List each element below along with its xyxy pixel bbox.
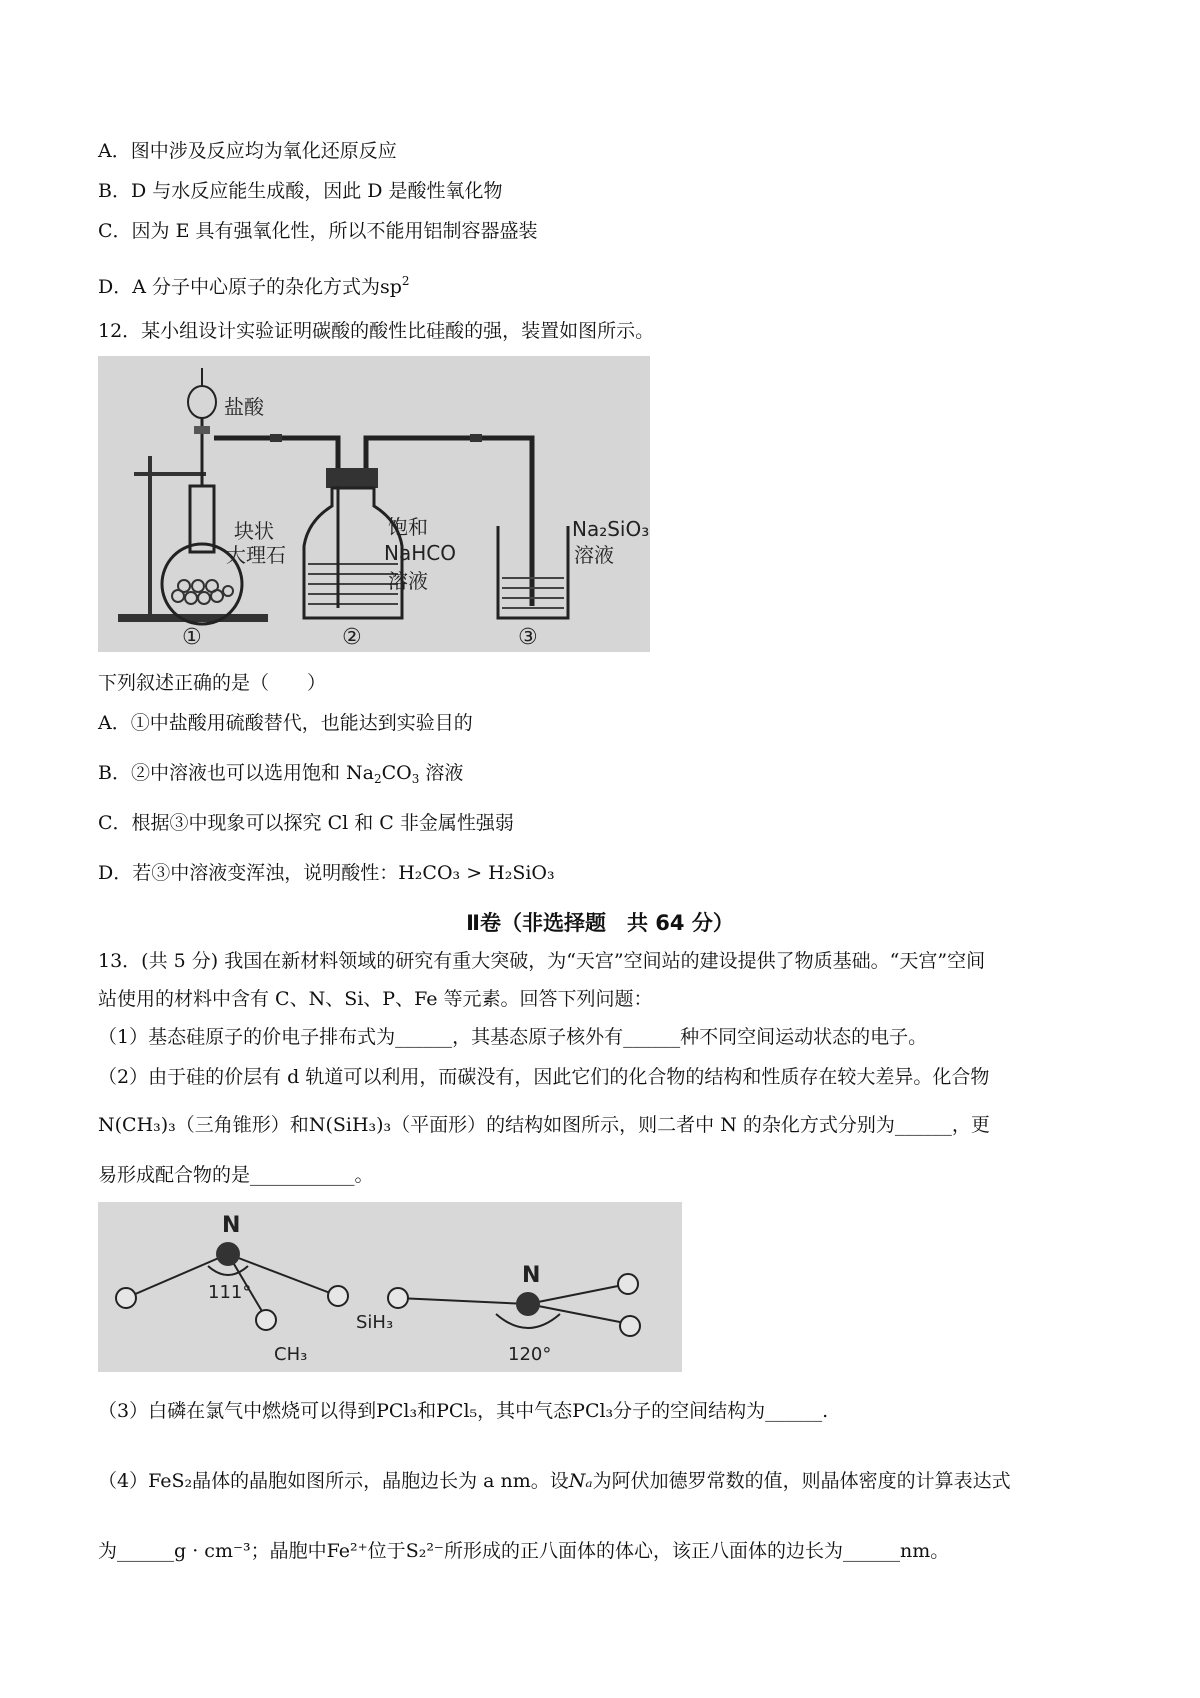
q12-stem: 12．某小组设计实验证明碳酸的酸性比硅酸的强，装置如图所示。 <box>98 320 655 342</box>
p4-text-e: 为阿伏加德罗常数的值，则晶体密度的计算表达式 <box>592 1470 1011 1492</box>
label-bottle-3: 溶液 <box>388 569 428 593</box>
q12-prompt: 下列叙述正确的是（ ） <box>98 672 327 694</box>
label-ch3: CH₃ <box>274 1344 308 1365</box>
label-marble-2: 大理石 <box>226 543 286 567</box>
formula-pcl3-gas: PCl₃ <box>572 1400 614 1422</box>
p3-text-a: （3）白磷在氯气中燃烧可以得到 <box>98 1400 377 1422</box>
q12-option-c: C．根据③中现象可以探究 Cl 和 C 非金属性强弱 <box>98 812 514 834</box>
formula-pcl5: PCl₅ <box>436 1400 478 1422</box>
p3-text-g: 分子的空间结构为______. <box>613 1400 829 1422</box>
q12-apparatus-figure <box>98 356 650 652</box>
q11-option-b: B．D 与水反应能生成酸，因此 D 是酸性氧化物 <box>98 180 503 202</box>
q12-option-d <box>98 860 555 886</box>
q13-molecule-figure <box>98 1202 682 1372</box>
p3-text-e: ，其中气态 <box>477 1400 573 1422</box>
q12-option-d-formula: H₂CO₃ > H₂SiO₃ <box>398 862 555 884</box>
q12-option-b <box>98 760 463 792</box>
p4l2-text-a: 为______ <box>98 1540 175 1562</box>
q12-option-d-text: D．若③中溶液变浑浊，说明酸性： <box>98 862 399 884</box>
label-bottle-1: 饱和 <box>388 515 428 539</box>
marker-2: ② <box>342 625 362 650</box>
q13-stem-line1: 13．(共 5 分) 我国在新材料领域的研究有重大突破，为“天宫”空间站的建设提供了物质基础。“天宫”空间 <box>98 950 986 972</box>
n-atom-1 <box>216 1242 240 1266</box>
p4-text-a: （4） <box>98 1470 149 1492</box>
section-title: Ⅱ卷（非选择题 共 64 分） <box>466 911 734 935</box>
label-hcl: 盐酸 <box>224 395 264 419</box>
q11-option-d <box>98 268 410 300</box>
q13-part2-line1: （2）由于硅的价层有 d 轨道可以利用，而碳没有，因此它们的化合物的结构和性质存在较大差异。化合物 <box>98 1066 990 1088</box>
label-beaker: 溶液 <box>574 543 614 567</box>
stand-base <box>118 614 268 622</box>
p4l2-text-c: ；晶胞中 <box>250 1540 327 1562</box>
text-trigonal: （三角锥形）和 <box>175 1114 309 1136</box>
formula-base: sp <box>380 276 402 298</box>
p3-text-c: 和 <box>417 1400 437 1422</box>
q13-part2-line2 <box>98 1112 990 1138</box>
formula-sup: 2 <box>401 274 410 288</box>
formula-fe2plus: Fe²⁺ <box>326 1540 368 1562</box>
label-angle1: 111° <box>208 1282 252 1303</box>
label-marble-1: 块状 <box>234 519 274 543</box>
q13-stem-line2: 站使用的材料中含有 C、N、Si、P、Fe 等元素。回答下列问题： <box>98 988 653 1010</box>
q13-part1: （1）基态硅原子的价电子排布式为______，其基态原子核外有______种不同空间运动状态的电子。 <box>98 1026 928 1048</box>
formula-na: Nₐ <box>568 1470 593 1492</box>
marker-3: ③ <box>518 625 538 650</box>
formula-s2-2minus: S₂²⁻ <box>405 1540 444 1562</box>
label-bottle-2: NaHCO <box>384 541 456 565</box>
formula-n-ch3-3: N(CH₃)₃ <box>98 1114 176 1136</box>
p4l2-text-e: 位于 <box>367 1540 406 1562</box>
q12-option-b-tail: 溶液 <box>419 762 464 784</box>
n-atom-2 <box>516 1292 540 1316</box>
label-sih3: SiH₃ <box>356 1312 394 1333</box>
q12-option-b-formula: $Na_2CO_3$ <box>346 762 420 786</box>
q11-option-d-text: D．A 分子中心原子的杂化方式为 <box>98 276 380 298</box>
p4l2-text-g: 所形成的正八面体的体心，该正八面体的边长为______nm。 <box>443 1540 950 1562</box>
formula-fes2: FeS₂ <box>148 1470 193 1492</box>
unit-g-cm3: g · cm⁻³ <box>174 1540 251 1562</box>
formula-n-sih3-3: N(SiH₃)₃ <box>308 1114 392 1136</box>
q11-option-a: A．图中涉及反应均为氧化还原反应 <box>98 140 397 162</box>
label-n2: N <box>522 1263 541 1288</box>
label-n1: N <box>222 1213 241 1238</box>
label-angle2: 120° <box>508 1344 552 1365</box>
q12-option-a: A．①中盐酸用硫酸替代，也能达到实验目的 <box>98 712 473 734</box>
bottle-stopper <box>326 468 378 488</box>
p4-text-c: 晶体的晶胞如图所示，晶胞边长为 a nm。设 <box>192 1470 569 1492</box>
q11-option-c: C．因为 E 具有强氧化性，所以不能用铝制容器盛装 <box>98 220 538 242</box>
q11-option-d-formula <box>380 276 410 298</box>
q13-part4-line2 <box>98 1538 949 1564</box>
q13-part3 <box>98 1398 828 1424</box>
q13-part4-line1 <box>98 1468 1011 1494</box>
text-planar: （平面形）的结构如图所示，则二者中 N 的杂化方式分别为______，更 <box>391 1114 990 1136</box>
q12-option-b-text: B．②中溶液也可以选用饱和 <box>98 762 347 784</box>
formula-pcl3: PCl₃ <box>376 1400 418 1422</box>
marker-1: ① <box>182 625 202 650</box>
q13-part2-line3: 易形成配合物的是___________。 <box>98 1164 374 1186</box>
label-beaker-formula: Na₂SiO₃ <box>572 517 650 541</box>
